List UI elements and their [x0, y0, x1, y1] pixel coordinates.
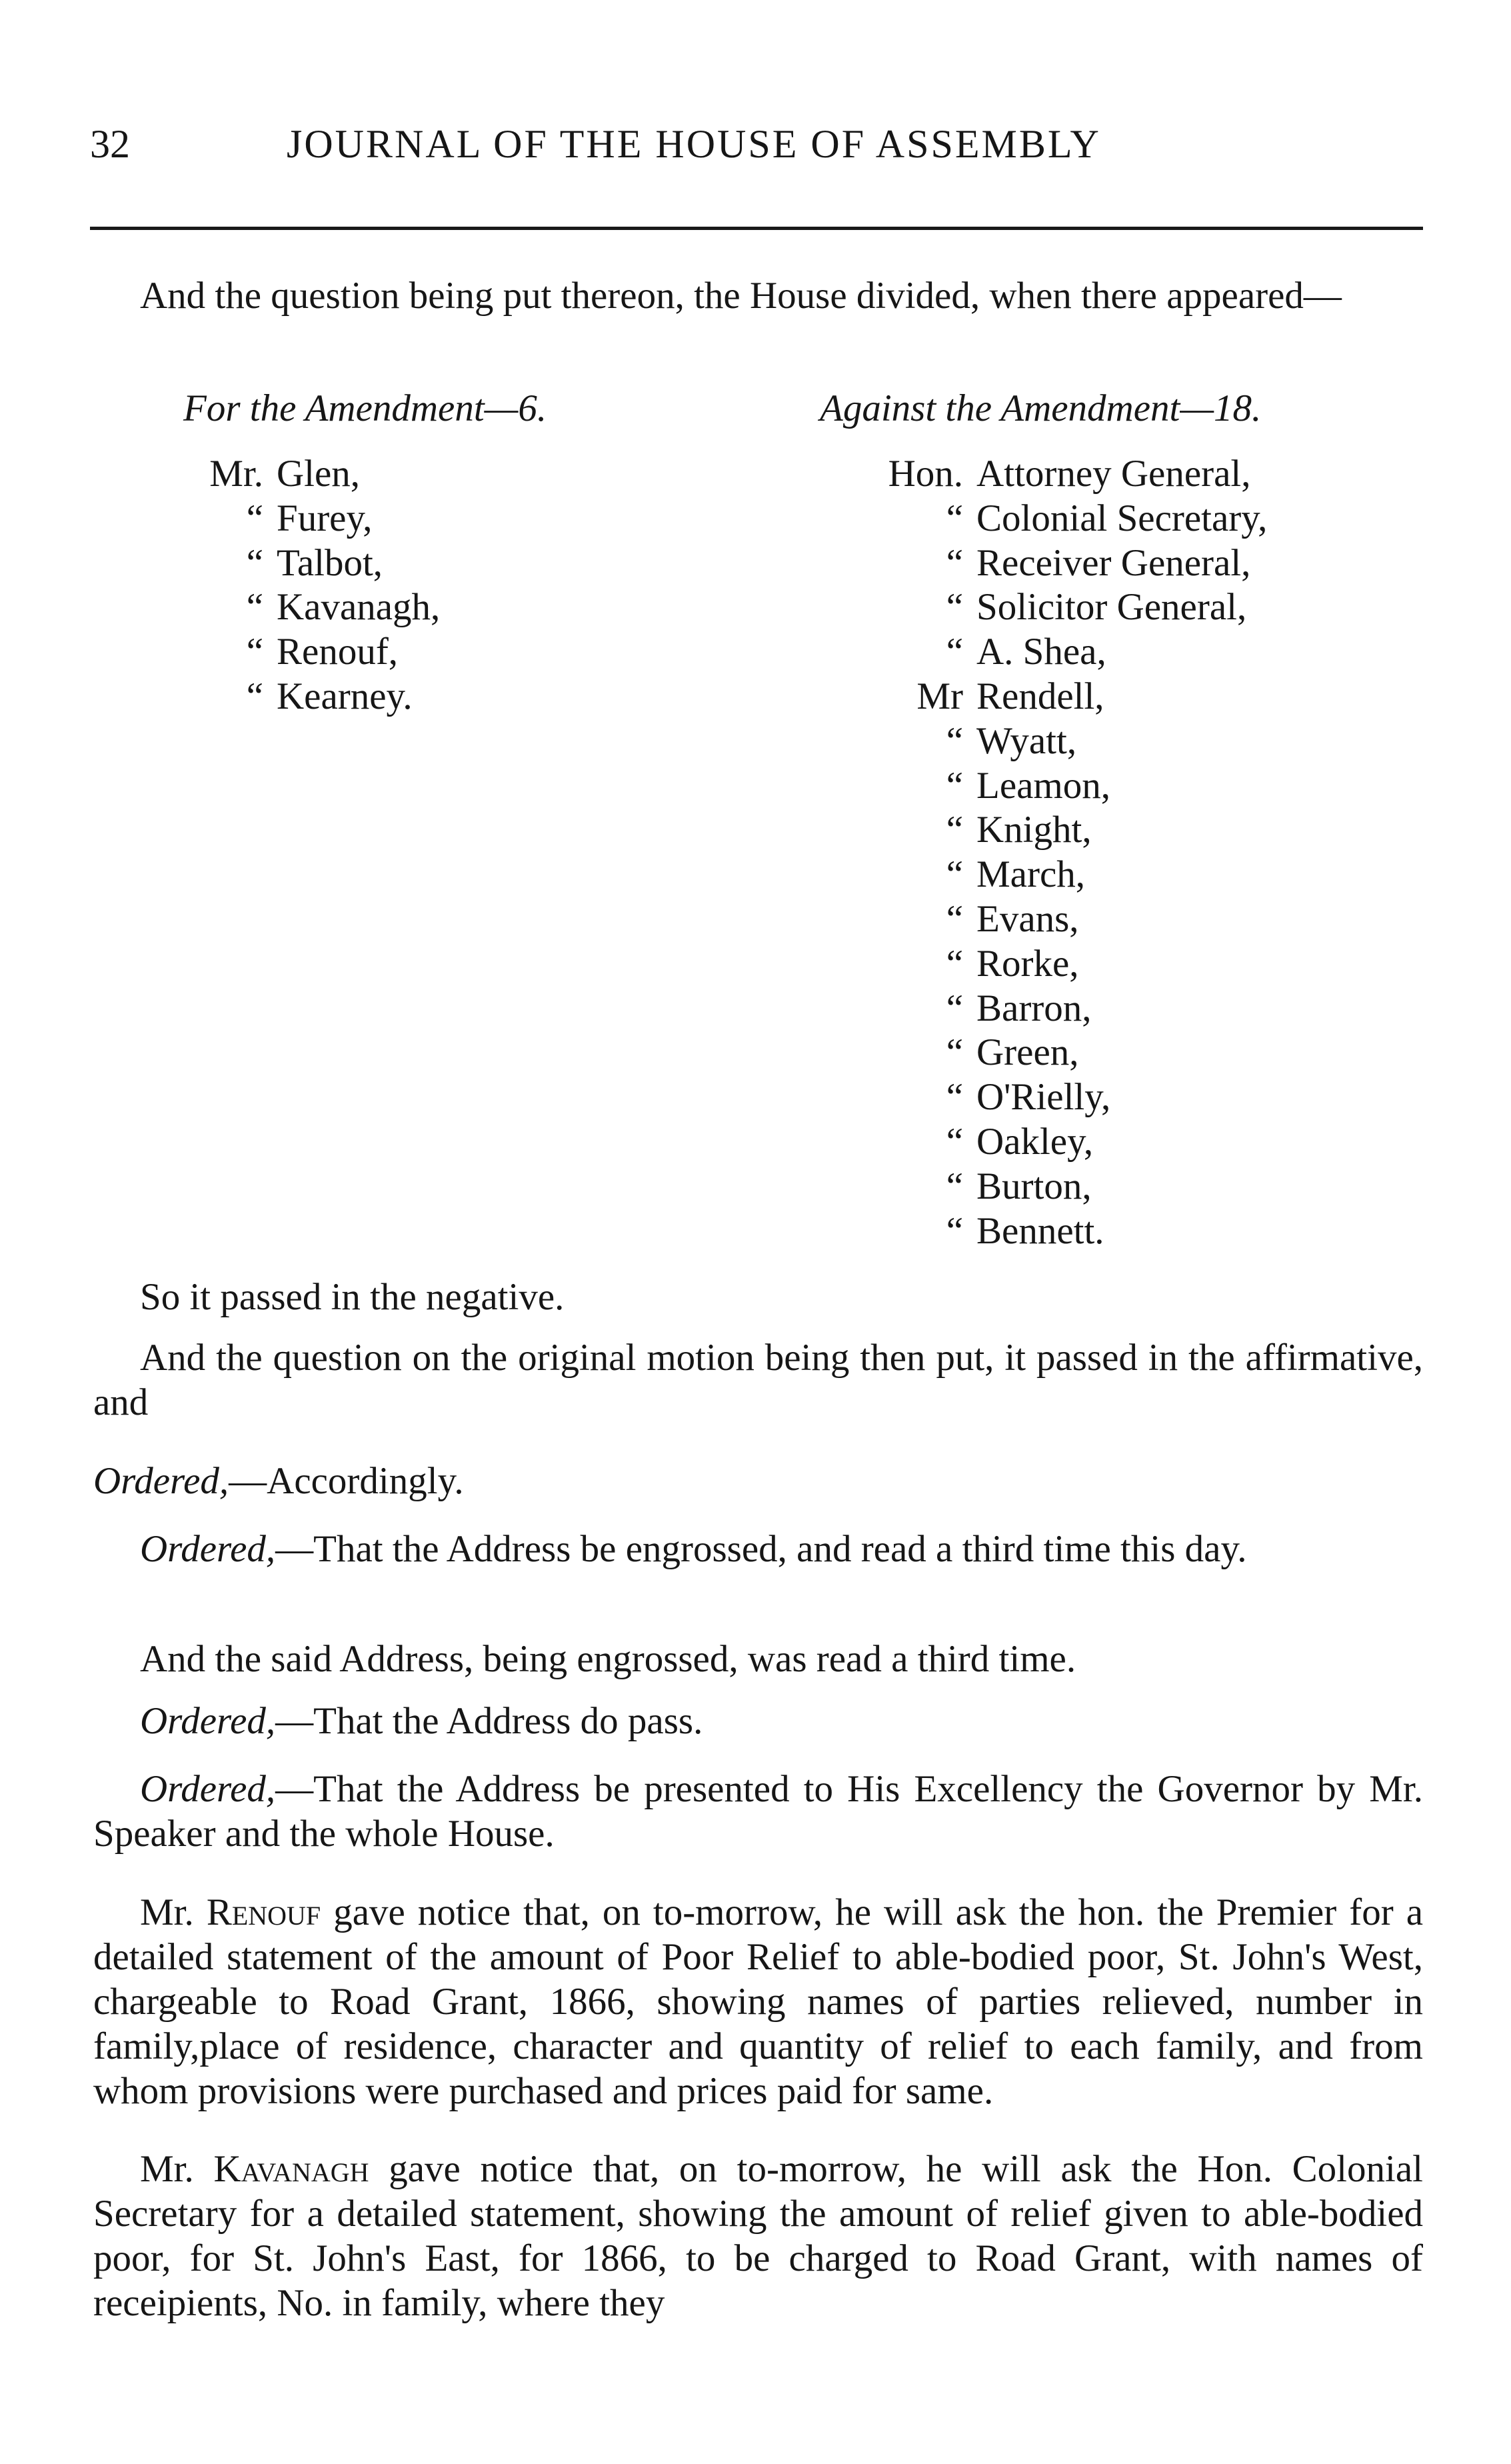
- member-prefix: “: [946, 541, 963, 584]
- member-name: Talbot,: [277, 541, 383, 584]
- member-prefix: “: [946, 987, 963, 1029]
- member-name: Rorke,: [976, 942, 1079, 985]
- member-name: O'Rielly,: [976, 1076, 1111, 1119]
- member-prefix: “: [946, 809, 963, 851]
- member-prefix: “: [246, 541, 263, 584]
- vote-row: [860, 808, 1267, 853]
- member-prefix: Mr.: [209, 453, 263, 495]
- member-prefix: “: [246, 586, 263, 629]
- vote-row: [860, 719, 1267, 764]
- member-prefix: “: [946, 1209, 963, 1252]
- vote-row: [860, 942, 1267, 987]
- member-name: Furey,: [277, 497, 373, 539]
- member-name: Attorney General,: [976, 453, 1251, 495]
- member-name: Colonial Secretary,: [976, 497, 1268, 539]
- negative-result: So it passed in the negative.: [140, 1276, 565, 1318]
- ordered-text: —That the Address be engrossed, and read a third time this day.: [275, 1528, 1247, 1570]
- vote-row: [860, 630, 1267, 675]
- member-name: Wyatt,: [976, 719, 1077, 762]
- for-amendment-list: [177, 452, 440, 719]
- vote-row: [860, 897, 1267, 942]
- renouf-notice: [93, 1890, 1423, 2113]
- member-name: Solicitor General,: [976, 586, 1247, 629]
- ordered-pass: [93, 1699, 1423, 1743]
- member-name: March,: [976, 853, 1086, 896]
- notice-text: gave notice that, on to-morrow, he will ask the hon. the Premier for a detailed statement of the amount of Poor Relief to able-bodied poor, St. John's West, chargeable to Road Grant, 1866, showing names of parties relieved, number in family,place of residence, character and quantity of relief to each family, and from whom provisions were purchased and prices paid for same.: [93, 1891, 1424, 2112]
- vote-row: [177, 541, 440, 586]
- vote-row: [860, 987, 1267, 1031]
- ordered-accordingly: [93, 1459, 1423, 1503]
- vote-row: [860, 1165, 1267, 1209]
- member-prefix: “: [946, 853, 963, 896]
- vote-row: [177, 497, 440, 541]
- member-prefix: “: [946, 719, 963, 762]
- vote-row: [860, 1209, 1267, 1254]
- member-prefix: “: [946, 942, 963, 985]
- against-amendment-heading: Against the Amendment—18.: [820, 387, 1262, 429]
- header-rule: [90, 227, 1423, 230]
- member-prefix: “: [946, 897, 963, 940]
- member-name: Barron,: [976, 987, 1092, 1029]
- member-name: Renouf: [206, 1891, 321, 1933]
- member-prefix: “: [946, 586, 963, 629]
- vote-row: [860, 541, 1267, 586]
- member-name: Rendell,: [976, 675, 1104, 717]
- running-title: JOURNAL OF THE HOUSE OF ASSEMBLY: [287, 122, 1101, 166]
- vote-row: [860, 853, 1267, 897]
- member-prefix: Hon.: [888, 453, 963, 495]
- member-prefix: Mr.: [140, 2148, 194, 2190]
- division-intro: And the question being put thereon, the House divided, when there appeared—: [140, 275, 1342, 317]
- member-name: Evans,: [976, 897, 1079, 940]
- vote-row: [860, 675, 1267, 719]
- member-name: Glen,: [277, 453, 361, 495]
- vote-row: [860, 1120, 1267, 1165]
- member-name: Receiver General,: [976, 541, 1251, 584]
- ordered-text: —Accordingly.: [229, 1460, 464, 1502]
- notice-text: gave notice that, on to-morrow, he will ask the Hon. Colonial Secretary for a detailed statement, showing the amount of relief given to able-bodied poor, for St. John's East, for 1866, to be charged to Road Grant, with names of receipients, No. in family, where they: [93, 2148, 1423, 2324]
- ordered-presented: [93, 1767, 1423, 1856]
- member-prefix: “: [946, 1120, 963, 1163]
- ordered-text: —That the Address be presented to His Excellency the Governor by Mr. Speaker and the whole House.: [93, 1768, 1423, 1855]
- member-prefix: “: [246, 631, 263, 673]
- for-amendment-heading: For the Amendment—6.: [183, 387, 547, 429]
- vote-row: [860, 764, 1267, 809]
- member-name: Kavanagh,: [277, 586, 441, 629]
- vote-row: [177, 630, 440, 675]
- page-number: 32: [90, 122, 130, 166]
- member-prefix: “: [946, 1076, 963, 1119]
- ordered-label: Ordered,: [140, 1768, 276, 1810]
- read-third-time: And the said Address, being engrossed, was read a third time.: [140, 1638, 1076, 1680]
- vote-row: [177, 452, 440, 497]
- member-prefix: “: [246, 675, 263, 717]
- member-prefix: Mr.: [140, 1891, 194, 1933]
- vote-row: [860, 1075, 1267, 1120]
- vote-row: [860, 497, 1267, 541]
- ordered-engrossed: [93, 1527, 1423, 1571]
- member-prefix: Mr: [916, 675, 963, 717]
- member-prefix: “: [946, 1165, 963, 1207]
- member-name: Kearney.: [277, 675, 413, 717]
- ordered-text: —That the Address do pass.: [275, 1700, 703, 1742]
- member-name: Renouf,: [277, 631, 399, 673]
- ordered-label: Ordered,: [93, 1460, 229, 1502]
- ordered-label: Ordered,: [140, 1700, 276, 1742]
- member-name: Kavanagh: [213, 2148, 369, 2190]
- member-prefix: “: [246, 497, 263, 539]
- member-name: Knight,: [976, 809, 1092, 851]
- vote-row: [177, 585, 440, 630]
- vote-row: [860, 1031, 1267, 1075]
- vote-row: [177, 675, 440, 719]
- vote-row: [860, 585, 1267, 630]
- member-name: Bennett.: [976, 1209, 1104, 1252]
- member-prefix: “: [946, 631, 963, 673]
- against-amendment-list: [860, 452, 1267, 1253]
- member-name: A. Shea,: [976, 631, 1106, 673]
- member-prefix: “: [946, 764, 963, 807]
- vote-row: [860, 452, 1267, 497]
- member-prefix: “: [946, 497, 963, 539]
- member-name: Burton,: [976, 1165, 1092, 1207]
- member-name: Oakley,: [976, 1120, 1094, 1163]
- member-name: Green,: [976, 1031, 1079, 1074]
- kavanagh-notice: [93, 2147, 1423, 2325]
- ordered-label: Ordered,: [140, 1528, 276, 1570]
- member-prefix: “: [946, 1031, 963, 1074]
- original-motion: And the question on the original motion being then put, it passed in the affirmative, and: [93, 1337, 1423, 1423]
- member-name: Leamon,: [976, 764, 1111, 807]
